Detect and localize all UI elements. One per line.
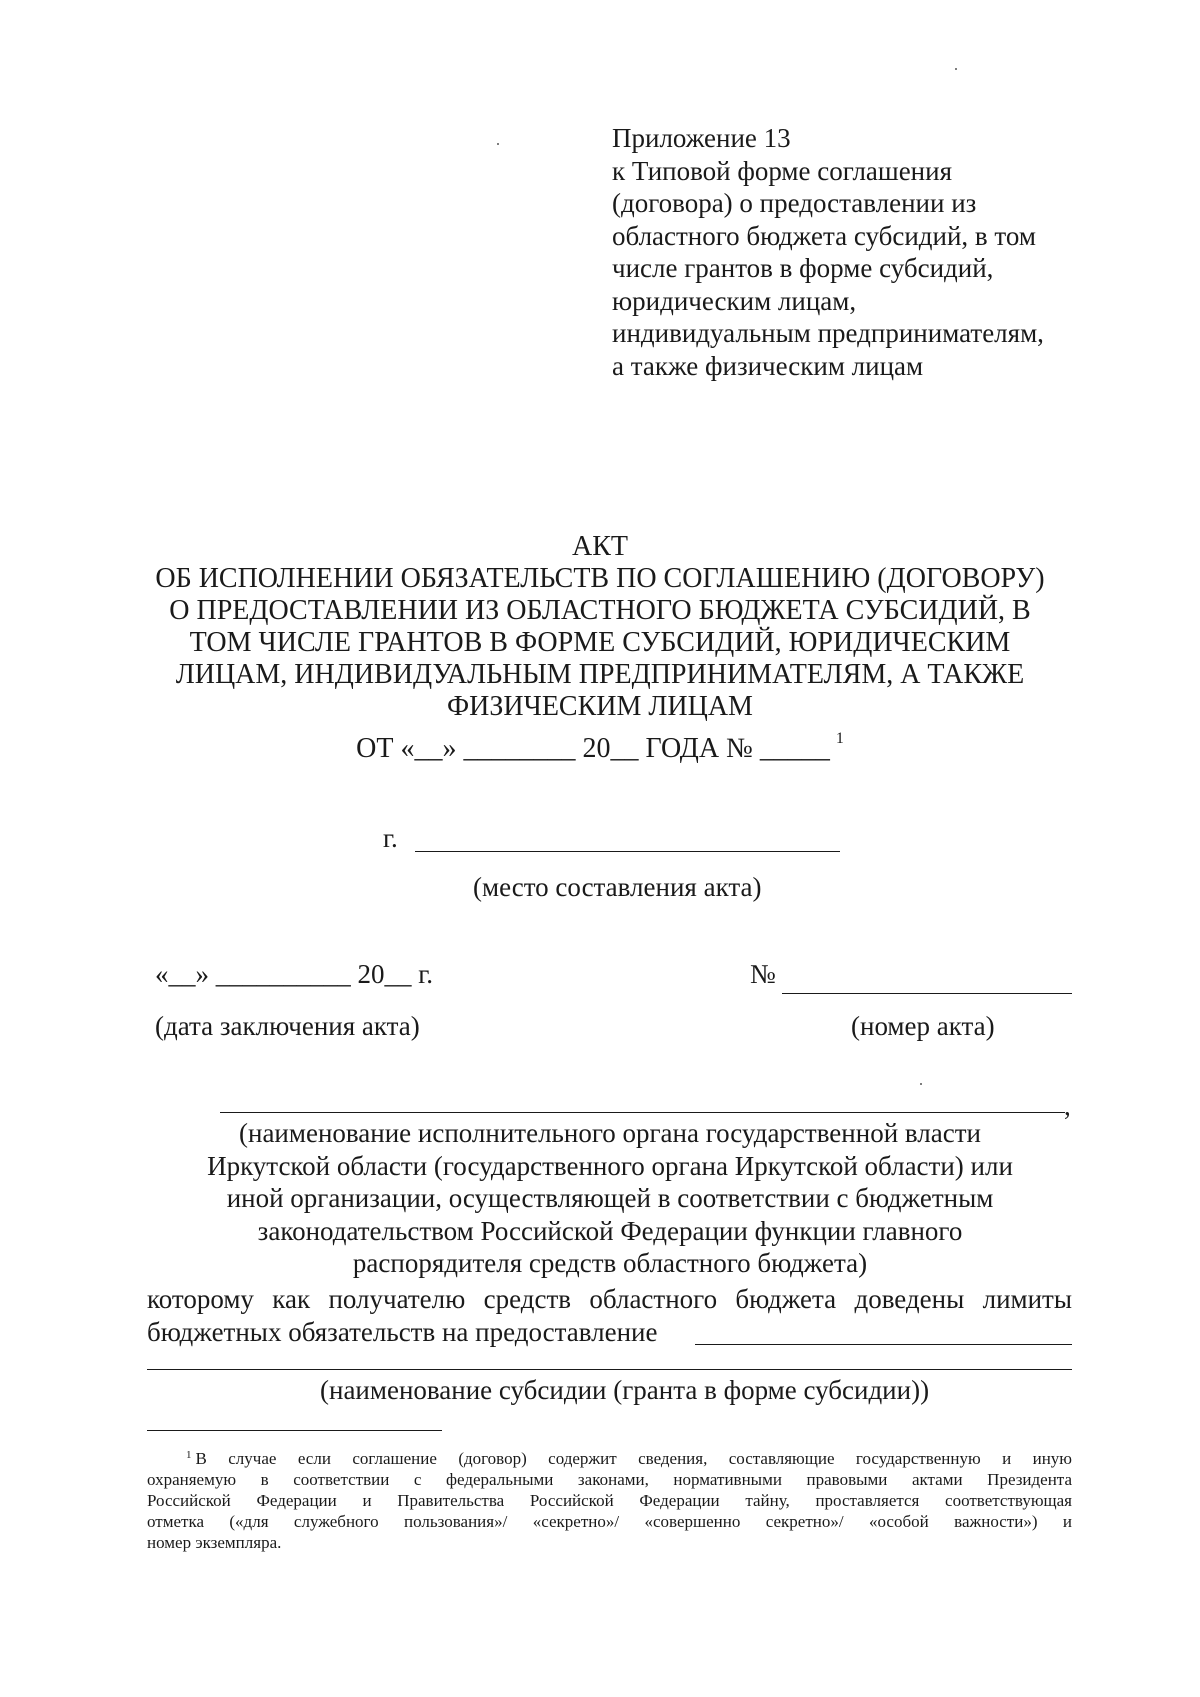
org-trailing-comma: , (1064, 1091, 1071, 1121)
title-line: ОБ ИСПОЛНЕНИИ ОБЯЗАТЕЛЬСТВ ПО СОГЛАШЕНИЮ (ДОГОВОРУ) (155, 563, 1045, 594)
title-line: ФИЗИЧЕСКИМ ЛИЦАМ (447, 691, 753, 722)
appendix-line: а также физическим лицам (612, 350, 924, 381)
scan-speck (920, 1083, 922, 1085)
appendix-line: областного бюджета субсидий, в том (612, 220, 1036, 251)
title-date-line (120, 723, 1080, 765)
footnote-line: номер экземпляра. (147, 1533, 282, 1552)
title-line: АКТ (572, 531, 628, 562)
place-prefix: г. (383, 823, 398, 853)
act-number-prefix: № (750, 959, 776, 989)
place-caption: (место составления акта) (473, 872, 762, 902)
footnote (147, 1445, 1072, 1553)
footnote-line: $^1$ В случае если соглашение (договор) содержит сведения, составляющие государственную и иную (186, 1449, 1072, 1468)
appendix-line: юридическим лицам, (612, 285, 857, 316)
appendix-line: Приложение 13 (612, 123, 791, 153)
org-name-blank-line[interactable] (220, 1112, 1065, 1113)
body-line: бюджетных обязательств на предоставление (147, 1317, 658, 1347)
org-caption-line: Иркутской области (государственного органа Иркутской области) или (207, 1150, 1013, 1181)
body-paragraph (147, 1283, 1072, 1316)
subsidy-blank-line-2[interactable] (147, 1369, 1072, 1370)
org-caption-line: (наименование исполнительного органа государственной власти (239, 1118, 981, 1148)
footnote-marker: 1 (186, 1449, 192, 1461)
footnote-ref: 1 (835, 730, 844, 747)
footnote-separator (147, 1430, 442, 1431)
appendix-line: числе грантов в форме субсидий, (612, 253, 994, 283)
org-caption (150, 1117, 1070, 1280)
footnote-line: Российской Федерации и Правительства Российской Федерации тайну, проставляется соответствующая (147, 1491, 1072, 1510)
footnote-line: охраняемую в соответствии с федеральными законами, нормативными правовыми актами Президента (147, 1470, 1072, 1489)
title-date-text: ОТ «__» ________ 20__ ГОДА № _____ (356, 733, 830, 764)
org-caption-line: иной организации, осуществляющей в соответствии с бюджетным (226, 1183, 994, 1213)
title-line: ТОМ ЧИСЛЕ ГРАНТОВ В ФОРМЕ СУБСИДИЙ, ЮРИДИЧЕСКИМ (189, 627, 1011, 658)
act-number-blank-line[interactable] (782, 993, 1072, 994)
body-line: которому как получателю средств областного бюджета доведены лимиты (147, 1284, 1072, 1314)
scan-speck (955, 68, 957, 70)
scan-speck (497, 143, 499, 145)
place-blank-line[interactable] (415, 851, 840, 852)
title-line: ЛИЦАМ, ИНДИВИДУАЛЬНЫМ ПРЕДПРИНИМАТЕЛЯМ, А ТАКЖЕ (175, 659, 1025, 690)
act-number-caption: (номер акта) (851, 1011, 995, 1041)
document-title (120, 531, 1080, 765)
title-line: О ПРЕДОСТАВЛЕНИИ ИЗ ОБЛАСТНОГО БЮДЖЕТА СУБСИДИЙ, В (169, 595, 1031, 626)
footnote-line: отметка («для служебного пользования»/ «секретно»/ «совершенно секретно»/ «особой важности») и (147, 1512, 1072, 1531)
org-caption-line: законодательством Российской Федерации функции главного (257, 1215, 963, 1246)
org-caption-line: распорядителя средств областного бюджета) (352, 1248, 868, 1278)
act-date-field: «__» __________ 20__ г. (155, 959, 434, 989)
act-date-caption: (дата заключения акта) (155, 1011, 420, 1041)
appendix-line: индивидуальным предпринимателям, (612, 318, 1044, 348)
appendix-line: к Типовой форме соглашения (612, 155, 952, 186)
subsidy-blank-line-1[interactable] (695, 1344, 1072, 1345)
subsidy-caption: (наименование субсидии (гранта в форме субсидии)) (320, 1375, 930, 1405)
appendix-reference (612, 122, 1132, 382)
appendix-line: (договора) о предоставлении из (612, 188, 977, 218)
